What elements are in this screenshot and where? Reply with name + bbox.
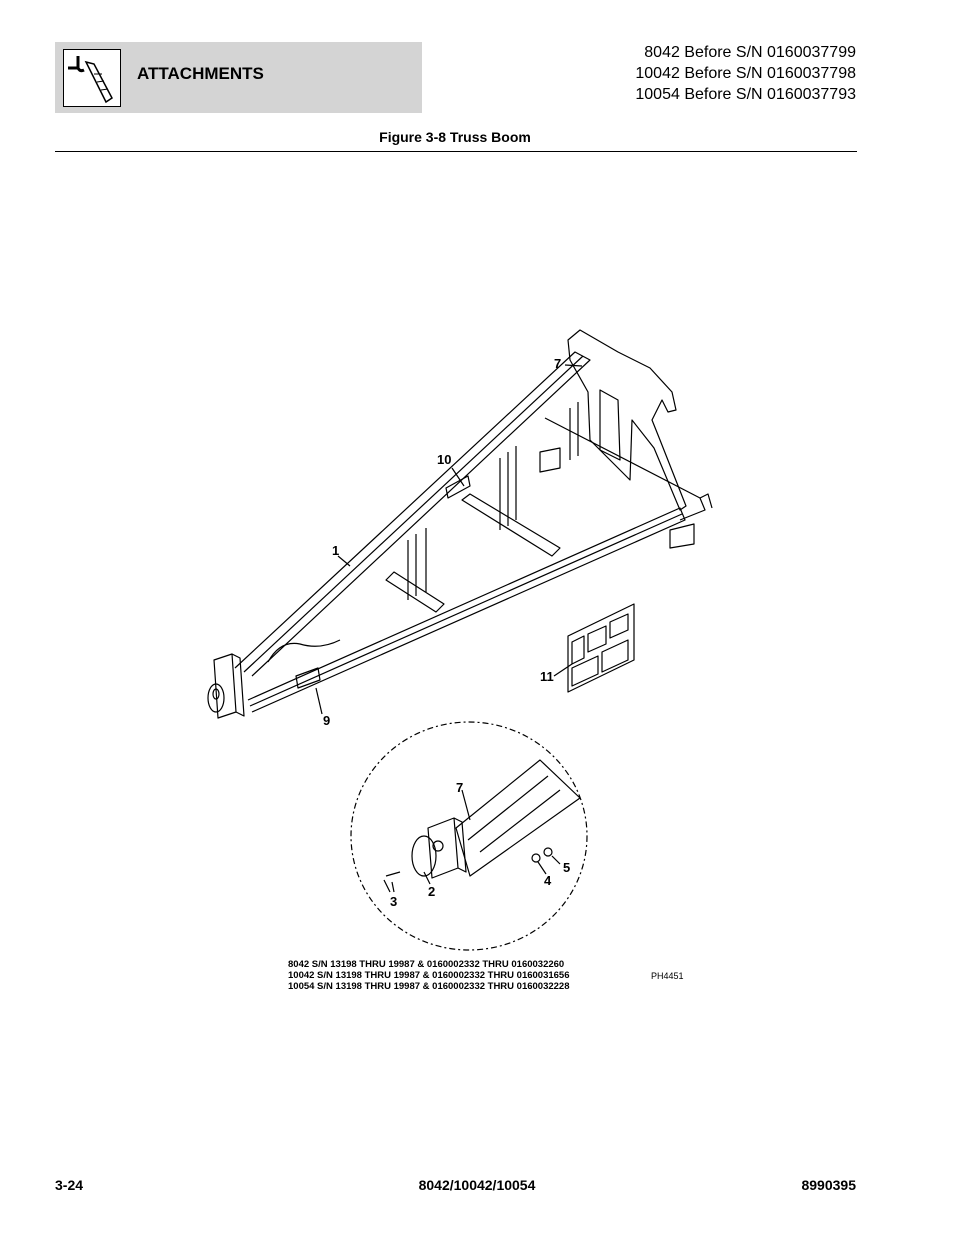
callout-number: 5 — [563, 860, 571, 875]
callout-number: 7 — [554, 356, 562, 371]
callout-number: 11 — [540, 669, 554, 684]
serial-note-line: 10042 S/N 13198 THRU 19987 & 0160002332 THRU 0160031656 — [288, 970, 570, 981]
serial-line: 8042 Before S/N 0160037799 — [644, 44, 856, 61]
callout-number: 1 — [332, 543, 340, 558]
serial-line: 10042 Before S/N 0160037798 — [635, 65, 856, 82]
page-number: 3-24 — [55, 1177, 84, 1193]
serial-note-line: 8042 S/N 13198 THRU 19987 & 0160002332 THRU 0160032260 — [288, 959, 565, 970]
callout-number: 10 — [437, 452, 452, 467]
section-title: ATTACHMENTS — [137, 64, 264, 83]
callout-number: 4 — [544, 873, 552, 888]
figure-title: Figure 3-8 Truss Boom — [379, 129, 531, 145]
document-number: 8990395 — [801, 1177, 856, 1193]
serial-line: 10054 Before S/N 0160037793 — [635, 86, 856, 103]
drawing-id: PH4451 — [651, 971, 684, 981]
callout-number: 3 — [390, 894, 398, 909]
serial-applicability-notes — [288, 959, 570, 992]
callout-number: 9 — [323, 713, 331, 728]
callout-number: 7 — [456, 780, 464, 795]
callout-number: 2 — [428, 884, 436, 899]
serial-note-line: 10054 S/N 13198 THRU 19987 & 0160002332 THRU 0160032228 — [288, 981, 570, 992]
model-numbers: 8042/10042/10054 — [418, 1177, 536, 1193]
